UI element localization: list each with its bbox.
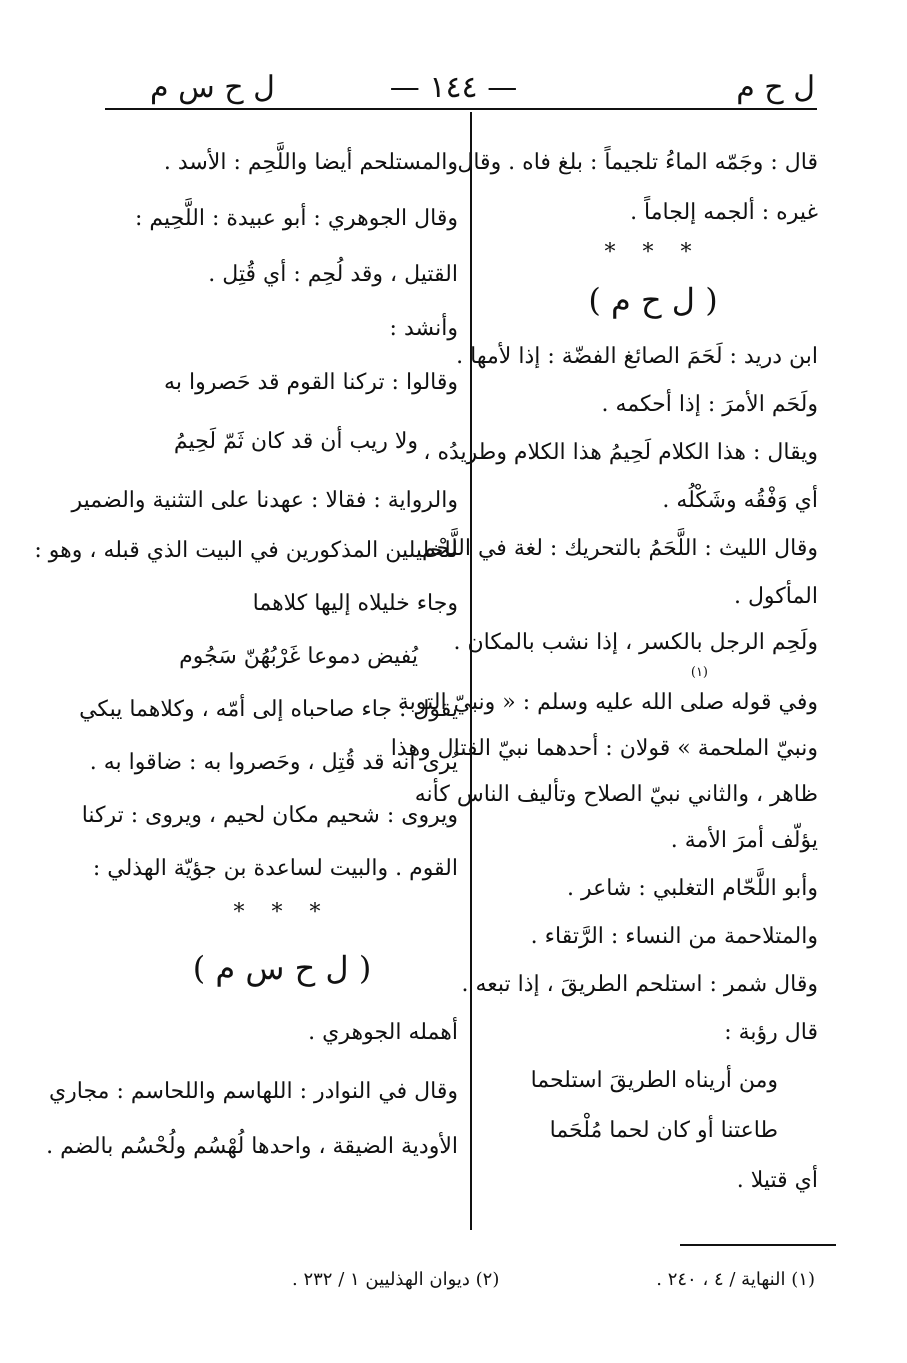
text-line: للخليلين المذكورين في البيت الذي قبله ، وهو : bbox=[34, 538, 458, 563]
text-line: أهمله الجوهري . bbox=[308, 1020, 458, 1045]
text-line: ابن دريد : لَحَمَ الصائغ الفضّة : إذا لأمها . bbox=[456, 344, 818, 369]
text-line: ظاهر ، والثاني نبيّ الصلاح وتأليف الناس كأنه bbox=[414, 782, 818, 807]
footnote-rule bbox=[680, 1244, 836, 1246]
text-line: والمتلاحمة من النساء : الرَّتقاء . bbox=[530, 924, 818, 949]
text-line: وقال شمر : استلحم الطريقَ ، إذا تبعه . bbox=[461, 972, 818, 997]
text-line: والرواية : فقالا : عهدنا على التثنية والضمير bbox=[71, 488, 458, 513]
text-line: قال : وجَمّه الماءُ تلجيماً : بلغ فاه . وقال bbox=[457, 150, 818, 175]
text-line: ويقال : هذا الكلام لَحِيمُ هذا الكلام وطريدُه ، bbox=[423, 440, 818, 465]
text-line: ويروى : شحيم مكان لحيم ، ويروى : تركنا bbox=[81, 803, 458, 828]
entry-heading: ( ل ح س م ) bbox=[192, 949, 372, 987]
text-line: يقول : جاء صاحباه إلى أمّه ، وكلاهما يبكي bbox=[79, 697, 458, 722]
verse-line: طاعتنا أو كان لحما مُلْحَما bbox=[549, 1118, 778, 1143]
entry-heading: ( ل ح م ) bbox=[588, 281, 718, 319]
section-separator: * * * bbox=[233, 900, 331, 925]
text-line: أي قتيلا . bbox=[736, 1168, 818, 1193]
verse-line: ولا ريب أن قد كان ثَمّ لَحِيمُ bbox=[173, 429, 418, 454]
column-divider bbox=[470, 112, 472, 1230]
text-line: وقال الليث : اللَّحَمُ بالتحريك : لغة في اللَّحْم bbox=[422, 536, 818, 561]
text-line: القتيل ، وقد لُحِم : أي قُتِل . bbox=[208, 262, 458, 287]
header-rule bbox=[105, 108, 817, 110]
header-root-right: ل ح م bbox=[736, 70, 815, 105]
verse-line: ومن أريناه الطريقَ استلحما bbox=[530, 1068, 778, 1093]
text-line: المأكول . bbox=[733, 584, 818, 609]
section-separator: * * * bbox=[604, 240, 702, 265]
text-line: وقال الجوهري : أبو عبيدة : اللَّحِيم : bbox=[134, 206, 458, 231]
text-line: وأبو اللَّحّام التغلبي : شاعر . bbox=[567, 876, 818, 901]
verse-line: يُفيض دموعا غَرْبُهُنّ سَجُوم bbox=[179, 644, 418, 669]
footnote-2: (٢) ديوان الهذليين ١ / ٢٣٢ . bbox=[292, 1269, 500, 1290]
verse-line: وجاء خليلاه إليها كلاهما bbox=[252, 591, 458, 616]
text-line: القوم . والبيت لساعدة بن جؤيّة الهذلي : bbox=[92, 856, 458, 881]
text-line: (١) bbox=[690, 665, 708, 680]
page-number: — ١٤٤ — bbox=[389, 70, 518, 105]
text-line: ونبيّ الملحمة » قولان : أحدهما نبيّ القتال وهذا bbox=[390, 736, 818, 761]
text-line: يؤلّف أمرَ الأمة . bbox=[670, 828, 818, 853]
verse-line: وقالوا : تركنا القوم قد حَصروا به bbox=[164, 370, 458, 395]
text-line: والمستلحم أيضا واللَّحِم : الأسد . bbox=[163, 150, 458, 175]
text-line: أي وَفْقُه وشَكْلُه . bbox=[662, 488, 818, 513]
text-line: وأنشد : bbox=[389, 316, 458, 341]
text-line: ولَحَم الأمرَ : إذا أحكمه . bbox=[601, 392, 818, 417]
text-line: وقال في النوادر : اللهاسم واللحاسم : مجاري bbox=[48, 1079, 458, 1104]
footnote-1: (١) النهاية / ٤ ، ٢٤٠ . bbox=[656, 1269, 815, 1290]
text-line: الأودية الضيقة ، واحدها لُهْسُم ولُحْسُم بالضم . bbox=[46, 1134, 458, 1159]
header-root-left: ل ح س م bbox=[150, 70, 275, 105]
left-column bbox=[34, 138, 458, 1172]
text-line: وفي قوله صلى الله عليه وسلم : « ونبيّ التوبة bbox=[397, 690, 818, 715]
text-line: ولَحِم الرجل بالكسر ، إذا نشب بالمكان . bbox=[453, 630, 818, 655]
text-line: غيره : ألجمه إلجاماً . bbox=[630, 200, 818, 225]
text-line: قال رؤبة : bbox=[724, 1020, 818, 1045]
text-line: يُرى أنه قد قُتِل ، وحَصروا به : ضاقوا به . bbox=[89, 750, 458, 775]
